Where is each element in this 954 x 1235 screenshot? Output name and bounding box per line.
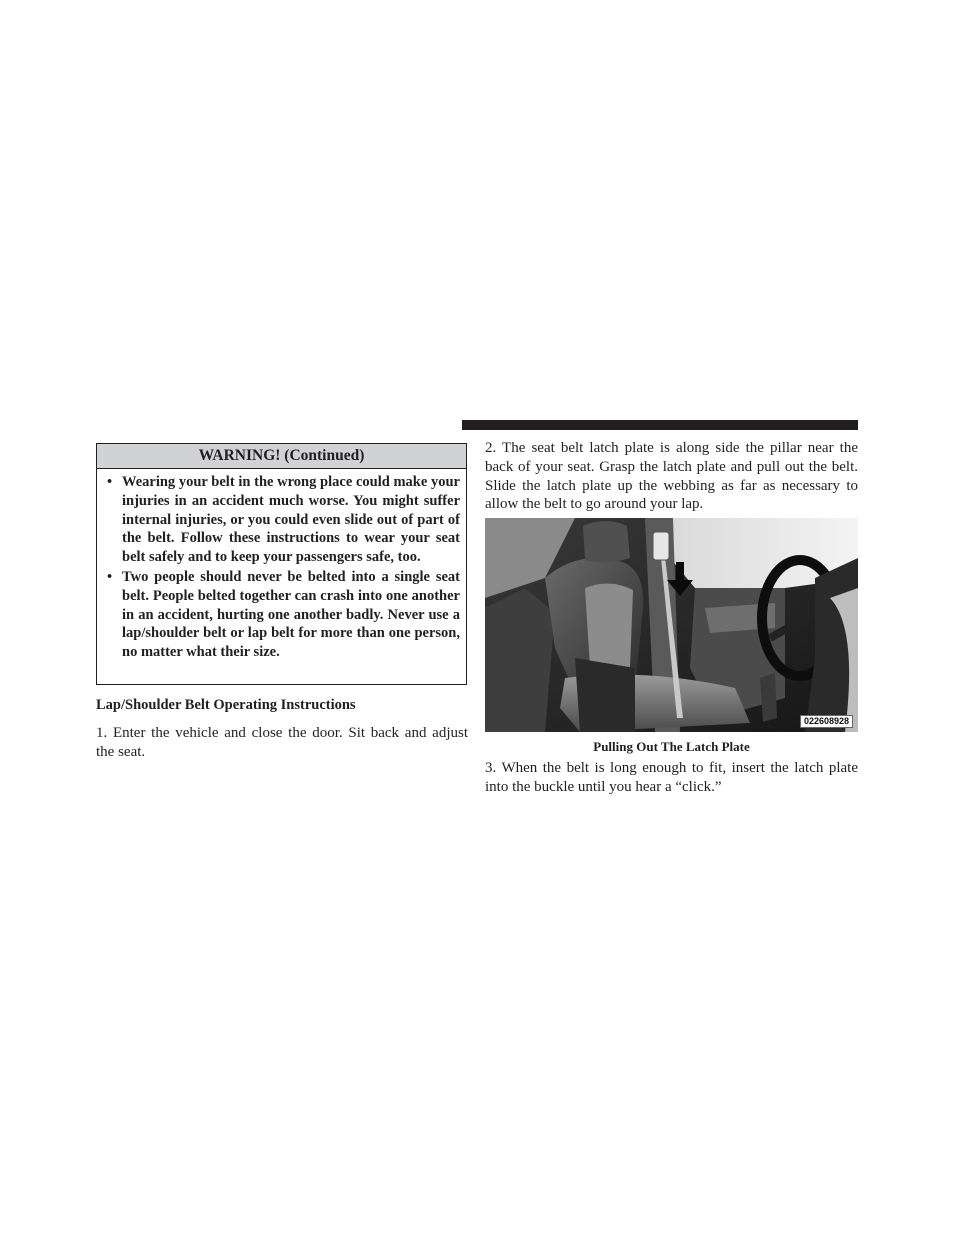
bullet-icon: • bbox=[107, 568, 113, 585]
warning-item-text: Wearing your belt in the wrong place could make your injuries in an accident much worse. You might suffer internal injuries, or you could even slide out of part of the belt. Follow these instructions to wear your seat belt safely and to keep your passengers safe, too. bbox=[122, 474, 460, 566]
warning-box bbox=[96, 443, 467, 685]
figure-caption: Pulling Out The Latch Plate bbox=[593, 739, 750, 754]
warning-title: WARNING! (Continued) bbox=[97, 444, 466, 469]
step-2-text: 2. The seat belt latch plate is along side the pillar near the back of your seat. Grasp the latch plate and pull out the belt. Slide the latch plate up the webbing as far as necessary to allow the belt to go around your lap. bbox=[485, 440, 858, 513]
latch-plate-photo bbox=[485, 518, 858, 732]
section-heading: Lap/Shoulder Belt Operating Instructions bbox=[96, 697, 356, 713]
figure-code: 022608928 bbox=[800, 715, 853, 728]
step-3-text: 3. When the belt is long enough to fit, insert the latch plate into the buckle until you hear a “click.” bbox=[485, 760, 858, 795]
header-rule bbox=[462, 420, 858, 430]
warning-item bbox=[103, 473, 460, 567]
step-1-text: 1. Enter the vehicle and close the door. Sit back and adjust the seat. bbox=[96, 725, 468, 760]
warning-item-text: Two people should never be belted into a single seat belt. People belted together can crash into one another in an accident, hurting one another badly. Never use a lap/shoulder belt or lap belt for more than one person, no matter what their size. bbox=[122, 568, 460, 661]
warning-list bbox=[97, 469, 466, 662]
bullet-icon: • bbox=[107, 474, 113, 490]
warning-item bbox=[103, 568, 460, 662]
car-interior-illustration bbox=[485, 518, 858, 732]
